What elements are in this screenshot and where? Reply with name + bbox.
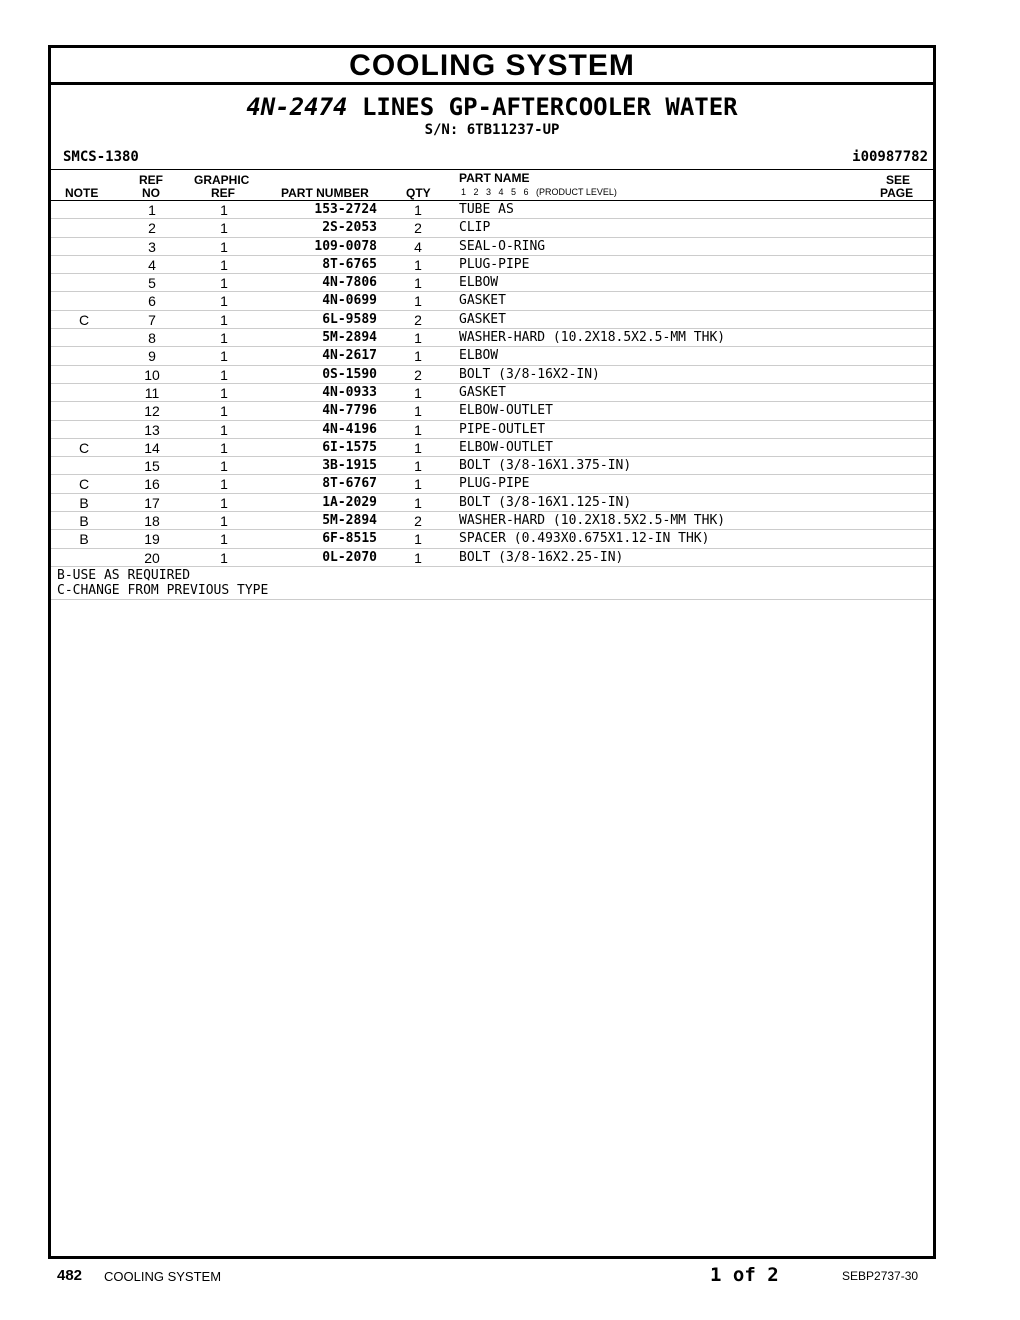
row-part-number: 2S-2053 [322, 220, 377, 236]
row-part-name: GASKET [459, 311, 506, 327]
row-qty: 1 [414, 275, 422, 292]
row-part-number: 153-2724 [314, 202, 377, 217]
table-row [51, 292, 933, 310]
row-ref-no: 7 [148, 311, 156, 328]
row-ref-no: 5 [148, 275, 156, 292]
header-see-2: PAGE [880, 186, 914, 200]
row-note: B [79, 513, 89, 530]
row-ref-no: 18 [144, 513, 160, 530]
row-graphic-ref: 1 [220, 220, 228, 237]
footer-page-number: 482 [57, 1267, 83, 1284]
table-header [51, 170, 933, 201]
table-row [51, 238, 933, 256]
row-ref-no: 9 [148, 348, 156, 365]
row-part-number: 4N-7796 [322, 403, 377, 419]
smcs-row [51, 147, 933, 170]
row-graphic-ref: 1 [220, 494, 228, 511]
row-ref-no: 16 [144, 476, 160, 493]
row-part-name: ELBOW [459, 348, 499, 364]
serial-range: S/N: 6TB11237-UP [424, 122, 560, 138]
row-part-name: BOLT (3/8-16X1.125-IN) [459, 494, 632, 510]
row-graphic-ref: 1 [220, 549, 228, 566]
row-graphic-ref: 1 [220, 458, 228, 475]
note-b: B-USE AS REQUIRED [57, 567, 191, 583]
section-title: COOLING SYSTEM [51, 48, 933, 85]
parts-table-body [51, 201, 933, 567]
row-qty: 1 [414, 476, 422, 493]
row-part-name: PLUG-PIPE [459, 256, 530, 272]
row-ref-no: 4 [148, 256, 156, 273]
row-qty: 1 [414, 348, 422, 365]
row-qty: 2 [414, 513, 422, 530]
row-part-number: 0S-1590 [322, 366, 377, 382]
row-part-name: ELBOW [459, 275, 499, 291]
header-ref-2: NO [142, 186, 160, 200]
row-part-name: GASKET [459, 384, 506, 400]
row-graphic-ref: 1 [220, 439, 228, 456]
row-part-number: 3B-1915 [322, 458, 377, 474]
header-qty: QTY [406, 186, 431, 200]
row-qty: 2 [414, 220, 422, 237]
table-row [51, 311, 933, 329]
header-part-number: PART NUMBER [281, 186, 369, 200]
row-part-name: CLIP [459, 220, 491, 236]
row-part-number: 4N-2617 [322, 348, 377, 364]
row-note: C [78, 439, 90, 456]
row-part-name: GASKET [459, 293, 506, 309]
row-part-name: BOLT (3/8-16X2.25-IN) [459, 549, 624, 565]
row-part-name: PLUG-PIPE [459, 476, 530, 492]
row-ref-no: 17 [144, 494, 160, 511]
row-qty: 1 [414, 458, 422, 475]
header-see-1: SEE [886, 173, 911, 187]
table-row [51, 512, 933, 530]
row-graphic-ref: 1 [220, 421, 228, 438]
row-graphic-ref: 1 [220, 384, 228, 401]
table-row [51, 347, 933, 365]
row-note: B [79, 494, 89, 511]
row-ref-no: 3 [148, 238, 156, 255]
row-part-number: 8T-6767 [322, 476, 377, 492]
row-ref-no: 1 [148, 202, 156, 218]
row-part-number: 4N-4196 [322, 421, 377, 437]
table-row [51, 274, 933, 292]
parts-page-frame [48, 45, 936, 1259]
footer-page-of: 1 of 2 [710, 1264, 779, 1286]
row-part-number: 5M-2894 [322, 513, 377, 529]
row-ref-no: 6 [148, 293, 156, 310]
group-name: LINES GP-AFTERCOOLER WATER [361, 93, 738, 121]
row-note: C [78, 311, 90, 328]
row-part-number: 6L-9589 [322, 311, 377, 327]
row-qty: 4 [414, 238, 422, 255]
row-part-number: 1A-2029 [322, 494, 377, 510]
row-part-name: ELBOW-OUTLET [459, 439, 553, 455]
table-row [51, 366, 933, 384]
table-row [51, 475, 933, 493]
group-part-number: 4N-2474 [246, 93, 348, 121]
group-title [51, 93, 933, 121]
row-part-number: 6F-8515 [322, 531, 377, 547]
row-ref-no: 11 [144, 384, 160, 401]
row-ref-no: 14 [144, 439, 160, 456]
table-row [51, 549, 933, 567]
row-graphic-ref: 1 [220, 238, 228, 255]
row-qty: 2 [414, 366, 422, 383]
table-row [51, 494, 933, 512]
row-part-number: 5M-2894 [322, 330, 377, 346]
table-row [51, 256, 933, 274]
row-qty: 2 [414, 311, 422, 328]
row-qty: 1 [414, 330, 422, 347]
row-part-name: BOLT (3/8-16X1.375-IN) [459, 458, 632, 474]
row-graphic-ref: 1 [220, 476, 228, 493]
header-ref-1: REF [139, 173, 163, 187]
illustration-id: i00987782 [852, 149, 928, 165]
row-part-number: 4N-0933 [322, 384, 377, 400]
row-ref-no: 19 [144, 531, 160, 548]
header-graphic-1: GRAPHIC [194, 173, 250, 187]
smcs-code: SMCS-1380 [63, 149, 139, 165]
table-row [51, 201, 933, 219]
row-ref-no: 12 [144, 403, 160, 420]
row-graphic-ref: 1 [220, 366, 228, 383]
table-row [51, 530, 933, 548]
row-ref-no: 8 [148, 330, 156, 347]
row-part-name: ELBOW-OUTLET [459, 403, 553, 419]
row-graphic-ref: 1 [220, 256, 228, 273]
row-qty: 1 [414, 421, 422, 438]
row-part-name: TUBE AS [459, 202, 514, 217]
row-part-name: BOLT (3/8-16X2-IN) [459, 366, 600, 382]
row-qty: 1 [414, 549, 422, 566]
row-graphic-ref: 1 [220, 275, 228, 292]
table-row [51, 439, 933, 457]
row-graphic-ref: 1 [220, 202, 228, 218]
row-part-number: 8T-6765 [322, 256, 377, 272]
row-part-number: 4N-7806 [322, 275, 377, 291]
row-graphic-ref: 1 [220, 330, 228, 347]
table-row [51, 329, 933, 347]
row-graphic-ref: 1 [220, 293, 228, 310]
header-part-name: PART NAME [459, 171, 530, 185]
header-product-levels: 1 2 3 4 5 6 (PRODUCT LEVEL) [461, 187, 617, 197]
row-part-number: 0L-2070 [322, 549, 377, 565]
row-part-number: 6I-1575 [322, 439, 377, 455]
row-qty: 1 [414, 293, 422, 310]
table-row [51, 457, 933, 475]
row-graphic-ref: 1 [220, 403, 228, 420]
row-qty: 1 [414, 384, 422, 401]
row-graphic-ref: 1 [220, 311, 228, 328]
row-note: C [78, 476, 90, 493]
row-qty: 1 [414, 202, 422, 218]
header-note: NOTE [65, 186, 99, 200]
row-part-number: 4N-0699 [322, 293, 377, 309]
header-graphic-2: REF [211, 186, 235, 200]
row-qty: 1 [414, 403, 422, 420]
table-row [51, 402, 933, 420]
row-part-name: WASHER-HARD (10.2X18.5X2.5-MM THK) [459, 330, 726, 346]
row-ref-no: 10 [144, 366, 160, 383]
footer-section: COOLING SYSTEM [104, 1269, 222, 1284]
row-qty: 1 [414, 256, 422, 273]
row-part-number: 109-0078 [314, 238, 377, 254]
row-graphic-ref: 1 [220, 513, 228, 530]
note-c: C-CHANGE FROM PREVIOUS TYPE [57, 582, 269, 598]
row-qty: 1 [414, 494, 422, 511]
row-ref-no: 20 [144, 549, 160, 566]
table-row [51, 219, 933, 237]
row-part-name: SPACER (0.493X0.675X1.12-IN THK) [459, 531, 710, 547]
row-graphic-ref: 1 [220, 531, 228, 548]
row-qty: 1 [414, 531, 422, 548]
table-row [51, 421, 933, 439]
row-ref-no: 2 [148, 220, 156, 237]
row-part-name: SEAL-O-RING [459, 238, 546, 254]
row-ref-no: 13 [144, 421, 160, 438]
footer-doc-id: SEBP2737-30 [842, 1269, 919, 1283]
row-graphic-ref: 1 [220, 348, 228, 365]
table-row [51, 384, 933, 402]
row-ref-no: 15 [144, 458, 160, 475]
row-part-name: PIPE-OUTLET [459, 421, 546, 437]
page-footer [0, 1262, 1020, 1292]
notes-block [51, 567, 933, 600]
row-part-name: WASHER-HARD (10.2X18.5X2.5-MM THK) [459, 513, 726, 529]
row-note: B [79, 531, 89, 548]
row-qty: 1 [414, 439, 422, 456]
